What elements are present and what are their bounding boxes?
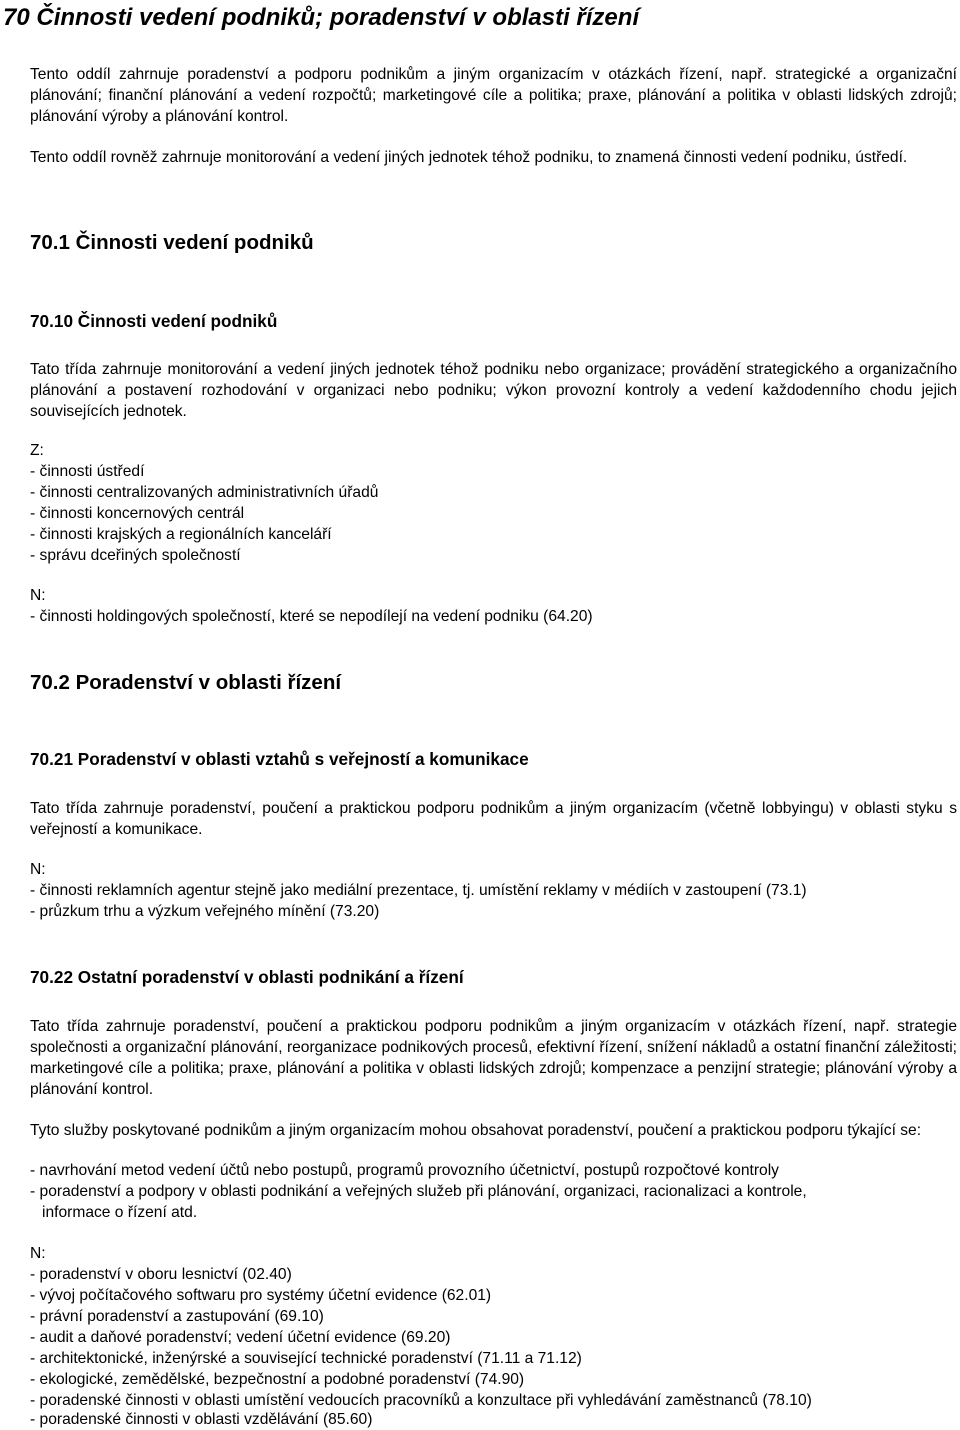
- exclude-item: - vývoj počítačového softwaru pro systémy účetní evidence (62.01): [30, 1287, 492, 1304]
- exclude-item: - ekologické, zemědělské, bezpečnostní a podobné poradenství (74.90): [30, 1371, 525, 1388]
- class-description: Tato třída zahrnuje poradenství, poučení a praktickou podporu podnikům a jiným organizacím (včetně lobbyingu) v oblasti styku s veřejností a komunikace.: [30, 800, 957, 838]
- exclude-item: - právní poradenství a zastupování (69.10): [30, 1308, 324, 1325]
- include-item: - činnosti centralizovaných administrativních úřadů: [30, 484, 379, 501]
- service-item: informace o řízení atd.: [42, 1204, 198, 1221]
- include-item: - činnosti koncernových centrál: [30, 505, 245, 522]
- intro-paragraph: Tento oddíl rovněž zahrnuje monitorování a vedení jiných jednotek téhož podniku, to znamená činnosti vedení podniku, ústředí.: [30, 149, 908, 166]
- include-item: - správu dceřiných společností: [30, 547, 241, 564]
- exclude-item: - činnosti holdingových společností, které se nepodílejí na vedení podniku (64.20): [30, 608, 593, 625]
- include-item: - činnosti krajských a regionálních kanceláří: [30, 526, 332, 543]
- class-description: Tato třída zahrnuje poradenství, poučení a praktickou podporu podnikům a jiným organizacím v otázkách řízení, např. strategie společnosti a organizační plánování, reorganizace podnikových procesů, efektivní řízení, snížení nákladů a ostatní finanční záležitosti; marketingové cíle a politika; praxe, plánování a politika v oblasti lidských zdrojů; kompenzace a penzijní strategie; plánování výroby a plánování kontrol.: [30, 1018, 957, 1098]
- exclude-item: - poradenské činnosti v oblasti vzdělávání (85.60): [30, 1411, 373, 1428]
- exclude-item: - architektonické, inženýrské a související technické poradenství (71.11 a 71.12): [30, 1350, 582, 1367]
- class-heading-70-21: 70.21 Poradenství v oblasti vztahů s veřejností a komunikace: [30, 749, 529, 769]
- include-item: - činnosti ústředí: [30, 463, 145, 480]
- section-heading-70-1: 70.1 Činnosti vedení podniků: [30, 231, 314, 254]
- exclude-item: - činnosti reklamních agentur stejně jako mediální prezentace, tj. umístění reklamy v médiích v zastoupení (73.1): [30, 882, 807, 899]
- excludes-label: N:: [30, 587, 46, 604]
- class-heading-70-22: 70.22 Ostatní poradenství v oblasti podnikání a řízení: [30, 967, 464, 987]
- exclude-item: - audit a daňové poradenství; vedení účetní evidence (69.20): [30, 1329, 451, 1346]
- service-item: - poradenství a podpory v oblasti podnikání a veřejných služeb při plánování, organizaci, racionalizaci a kontrole,: [30, 1183, 807, 1200]
- class-description: Tato třída zahrnuje monitorování a vedení jiných jednotek téhož podniku nebo organizace; provádění strategického a organizačního plánování a postavení rozhodování v organizaci nebo podniku; výkon provozní kontroly a vedení každodenního chodu jejich souvisejících jednotek.: [30, 361, 957, 420]
- excludes-label: N:: [30, 1245, 46, 1262]
- exclude-item: - průzkum trhu a výzkum veřejného mínění (73.20): [30, 903, 380, 920]
- exclude-item: - poradenství v oboru lesnictví (02.40): [30, 1266, 292, 1283]
- services-intro: Tyto služby poskytované podnikům a jiným organizacím mohou obsahovat poradenství, poučení a praktickou podporu týkající se:: [30, 1122, 922, 1139]
- service-item: - navrhování metod vedení účtů nebo postupů, programů provozního účetnictví, postupů rozpočtové kontroly: [30, 1162, 779, 1179]
- section-heading-70-2: 70.2 Poradenství v oblasti řízení: [30, 671, 342, 694]
- excludes-label: N:: [30, 861, 46, 878]
- exclude-item: - poradenské činnosti v oblasti umístění vedoucích pracovníků a konzultace při vyhledávání zaměstnanců (78.10): [30, 1392, 812, 1409]
- page-title: 70 Činnosti vedení podniků; poradenství v oblasti řízení: [3, 4, 640, 31]
- class-heading-70-10: 70.10 Činnosti vedení podniků: [30, 311, 278, 331]
- intro-paragraph: Tento oddíl zahrnuje poradenství a podporu podnikům a jiným organizacím v otázkách řízení, např. strategické a organizační plánování; finanční plánování a vedení rozpočtů; marketingové cíle a politika; praxe, plánování a politika v oblasti lidských zdrojů; plánování výroby a plánování kontrol.: [30, 66, 957, 125]
- includes-label: Z:: [30, 442, 44, 459]
